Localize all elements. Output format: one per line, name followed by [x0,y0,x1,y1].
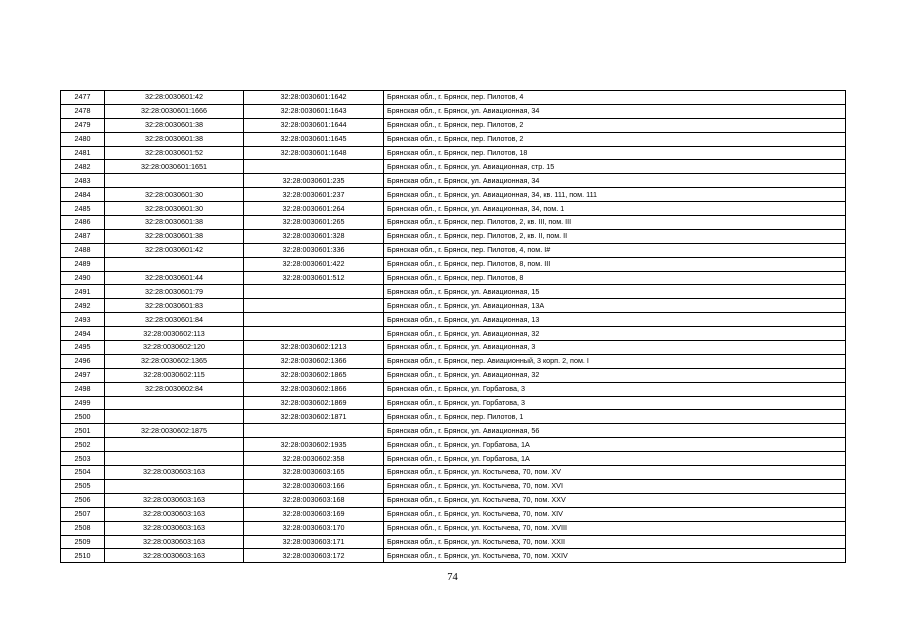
row-number-cell: 2510 [61,549,105,563]
table-row [61,146,846,160]
table-row [61,299,846,313]
land-parcel-cadastral-cell: 32:28:0030602:113 [105,327,244,341]
table-row [61,202,846,216]
object-cadastral-cell [244,327,384,341]
object-cadastral-cell: 32:28:0030602:1366 [244,354,384,368]
row-number-cell: 2508 [61,521,105,535]
object-cadastral-cell: 32:28:0030601:235 [244,174,384,188]
land-parcel-cadastral-cell: 32:28:0030602:84 [105,382,244,396]
address-cell: Брянская обл., г. Брянск, ул. Костычева, 70, пом. XXII [384,535,846,549]
land-parcel-cadastral-cell: 32:28:0030601:52 [105,146,244,160]
address-cell: Брянская обл., г. Брянск, пер. Авиационный, 3 корп. 2, пом. I [384,354,846,368]
land-parcel-cadastral-cell [105,438,244,452]
table-row [61,507,846,521]
land-parcel-cadastral-cell: 32:28:0030601:1651 [105,160,244,174]
object-cadastral-cell: 32:28:0030601:1642 [244,91,384,105]
table-row [61,382,846,396]
land-parcel-cadastral-cell: 32:28:0030601:38 [105,118,244,132]
page-number: 74 [447,572,458,583]
address-cell: Брянская обл., г. Брянск, ул. Авиационная, 13 [384,313,846,327]
object-cadastral-cell [244,160,384,174]
row-number-cell: 2500 [61,410,105,424]
row-number-cell: 2483 [61,174,105,188]
row-number-cell: 2478 [61,104,105,118]
land-parcel-cadastral-cell: 32:28:0030603:163 [105,493,244,507]
address-cell: Брянская обл., г. Брянск, пер. Пилотов, 8 [384,271,846,285]
land-parcel-cadastral-cell: 32:28:0030601:84 [105,313,244,327]
land-parcel-cadastral-cell: 32:28:0030601:38 [105,132,244,146]
address-cell: Брянская обл., г. Брянск, ул. Авиационная, 56 [384,424,846,438]
table-row [61,396,846,410]
table-row [61,410,846,424]
object-cadastral-cell: 32:28:0030603:172 [244,549,384,563]
address-cell: Брянская обл., г. Брянск, ул. Костычева, 70, пом. XIV [384,507,846,521]
row-number-cell: 2491 [61,285,105,299]
object-cadastral-cell: 32:28:0030602:1871 [244,410,384,424]
row-number-cell: 2501 [61,424,105,438]
row-number-cell: 2498 [61,382,105,396]
row-number-cell: 2503 [61,452,105,466]
row-number-cell: 2481 [61,146,105,160]
object-cadastral-cell [244,313,384,327]
address-cell: Брянская обл., г. Брянск, пер. Пилотов, 4, пом. I# [384,243,846,257]
object-cadastral-cell: 32:28:0030603:169 [244,507,384,521]
address-cell: Брянская обл., г. Брянск, пер. Пилотов, 2 [384,118,846,132]
address-cell: Брянская обл., г. Брянск, пер. Пилотов, 4 [384,91,846,105]
object-cadastral-cell: 32:28:0030601:1645 [244,132,384,146]
table-row [61,271,846,285]
table-row [61,452,846,466]
address-cell: Брянская обл., г. Брянск, ул. Авиационная, 34, пом. 1 [384,202,846,216]
address-cell: Брянская обл., г. Брянск, ул. Горбатова, 1А [384,452,846,466]
object-cadastral-cell: 32:28:0030603:168 [244,493,384,507]
land-parcel-cadastral-cell: 32:28:0030602:115 [105,368,244,382]
table-row [61,229,846,243]
land-parcel-cadastral-cell: 32:28:0030603:163 [105,535,244,549]
address-cell: Брянская обл., г. Брянск, ул. Авиационная, 34 [384,104,846,118]
row-number-cell: 2494 [61,327,105,341]
address-cell: Брянская обл., г. Брянск, ул. Костычева, 70, пом. XXIV [384,549,846,563]
object-cadastral-cell: 32:28:0030602:1213 [244,341,384,355]
land-parcel-cadastral-cell: 32:28:0030601:42 [105,91,244,105]
row-number-cell: 2488 [61,243,105,257]
address-cell: Брянская обл., г. Брянск, пер. Пилотов, 18 [384,146,846,160]
row-number-cell: 2496 [61,354,105,368]
object-cadastral-cell: 32:28:0030601:512 [244,271,384,285]
object-cadastral-cell: 32:28:0030601:422 [244,257,384,271]
land-parcel-cadastral-cell: 32:28:0030601:1666 [105,104,244,118]
table-row [61,521,846,535]
row-number-cell: 2504 [61,466,105,480]
object-cadastral-cell: 32:28:0030603:165 [244,466,384,480]
row-number-cell: 2493 [61,313,105,327]
row-number-cell: 2485 [61,202,105,216]
table-row [61,285,846,299]
table-row [61,549,846,563]
address-cell: Брянская обл., г. Брянск, ул. Костычева, 70, пом. XVI [384,479,846,493]
land-parcel-cadastral-cell [105,410,244,424]
address-cell: Брянская обл., г. Брянск, ул. Авиационная, 34, кв. 111, пом. 111 [384,188,846,202]
table-row [61,132,846,146]
table-row [61,368,846,382]
object-cadastral-cell: 32:28:0030603:170 [244,521,384,535]
data-table [60,90,846,563]
land-parcel-cadastral-cell: 32:28:0030602:1365 [105,354,244,368]
table-row [61,354,846,368]
land-parcel-cadastral-cell: 32:28:0030603:163 [105,507,244,521]
object-cadastral-cell: 32:28:0030601:237 [244,188,384,202]
row-number-cell: 2479 [61,118,105,132]
table-row [61,188,846,202]
object-cadastral-cell: 32:28:0030602:358 [244,452,384,466]
row-number-cell: 2487 [61,229,105,243]
object-cadastral-cell: 32:28:0030601:265 [244,216,384,230]
address-cell: Брянская обл., г. Брянск, ул. Горбатова, 3 [384,382,846,396]
land-parcel-cadastral-cell [105,396,244,410]
row-number-cell: 2482 [61,160,105,174]
table-row [61,327,846,341]
address-cell: Брянская обл., г. Брянск, ул. Горбатова, 1А [384,438,846,452]
object-cadastral-cell [244,424,384,438]
table-row [61,104,846,118]
table-row [61,438,846,452]
table-row [61,118,846,132]
object-cadastral-cell [244,299,384,313]
table-row [61,493,846,507]
address-cell: Брянская обл., г. Брянск, пер. Пилотов, 2 [384,132,846,146]
row-number-cell: 2507 [61,507,105,521]
row-number-cell: 2480 [61,132,105,146]
row-number-cell: 2486 [61,216,105,230]
land-parcel-cadastral-cell: 32:28:0030602:1875 [105,424,244,438]
land-parcel-cadastral-cell: 32:28:0030603:163 [105,549,244,563]
address-cell: Брянская обл., г. Брянск, пер. Пилотов, 8, пом. III [384,257,846,271]
land-parcel-cadastral-cell [105,479,244,493]
address-cell: Брянская обл., г. Брянск, ул. Авиационная, 34 [384,174,846,188]
row-number-cell: 2506 [61,493,105,507]
address-cell: Брянская обл., г. Брянск, ул. Авиационная, 32 [384,368,846,382]
land-parcel-cadastral-cell: 32:28:0030603:163 [105,521,244,535]
object-cadastral-cell: 32:28:0030601:264 [244,202,384,216]
land-parcel-cadastral-cell: 32:28:0030601:30 [105,188,244,202]
land-parcel-cadastral-cell: 32:28:0030603:163 [105,466,244,480]
row-number-cell: 2489 [61,257,105,271]
table-row [61,466,846,480]
land-parcel-cadastral-cell: 32:28:0030601:44 [105,271,244,285]
object-cadastral-cell: 32:28:0030602:1869 [244,396,384,410]
table-row [61,479,846,493]
table-row [61,174,846,188]
address-cell: Брянская обл., г. Брянск, ул. Авиационная, 15 [384,285,846,299]
land-parcel-cadastral-cell: 32:28:0030601:38 [105,229,244,243]
object-cadastral-cell: 32:28:0030602:1866 [244,382,384,396]
row-number-cell: 2499 [61,396,105,410]
land-parcel-cadastral-cell: 32:28:0030601:79 [105,285,244,299]
object-cadastral-cell: 32:28:0030601:328 [244,229,384,243]
row-number-cell: 2497 [61,368,105,382]
address-cell: Брянская обл., г. Брянск, ул. Горбатова, 3 [384,396,846,410]
table-row [61,160,846,174]
address-cell: Брянская обл., г. Брянск, ул. Авиационная, 3 [384,341,846,355]
table-row [61,341,846,355]
table-row [61,424,846,438]
address-cell: Брянская обл., г. Брянск, ул. Авиационная, 32 [384,327,846,341]
land-parcel-cadastral-cell: 32:28:0030601:83 [105,299,244,313]
object-cadastral-cell: 32:28:0030601:336 [244,243,384,257]
land-parcel-cadastral-cell: 32:28:0030601:38 [105,216,244,230]
object-cadastral-cell: 32:28:0030601:1644 [244,118,384,132]
address-cell: Брянская обл., г. Брянск, ул. Авиационная, стр. 15 [384,160,846,174]
address-cell: Брянская обл., г. Брянск, пер. Пилотов, 2, кв. II, пом. II [384,229,846,243]
object-cadastral-cell: 32:28:0030602:1935 [244,438,384,452]
land-parcel-cadastral-cell [105,257,244,271]
address-cell: Брянская обл., г. Брянск, пер. Пилотов, 1 [384,410,846,424]
row-number-cell: 2495 [61,341,105,355]
row-number-cell: 2490 [61,271,105,285]
table-row [61,216,846,230]
table-row [61,257,846,271]
row-number-cell: 2502 [61,438,105,452]
row-number-cell: 2477 [61,91,105,105]
land-parcel-cadastral-cell: 32:28:0030601:30 [105,202,244,216]
land-parcel-cadastral-cell: 32:28:0030602:120 [105,341,244,355]
object-cadastral-cell: 32:28:0030601:1643 [244,104,384,118]
object-cadastral-cell: 32:28:0030603:171 [244,535,384,549]
table-body [61,91,846,563]
object-cadastral-cell: 32:28:0030603:166 [244,479,384,493]
table-row [61,313,846,327]
land-parcel-cadastral-cell: 32:28:0030601:42 [105,243,244,257]
address-cell: Брянская обл., г. Брянск, пер. Пилотов, 2, кв. III, пом. III [384,216,846,230]
land-parcel-cadastral-cell [105,452,244,466]
object-cadastral-cell: 32:28:0030601:1648 [244,146,384,160]
object-cadastral-cell [244,285,384,299]
address-cell: Брянская обл., г. Брянск, ул. Костычева, 70, пом. XV [384,466,846,480]
row-number-cell: 2505 [61,479,105,493]
address-cell: Брянская обл., г. Брянск, ул. Авиационная, 13А [384,299,846,313]
row-number-cell: 2492 [61,299,105,313]
row-number-cell: 2484 [61,188,105,202]
table-row [61,535,846,549]
address-cell: Брянская обл., г. Брянск, ул. Костычева, 70, пом. XXV [384,493,846,507]
table-row [61,91,846,105]
land-parcel-cadastral-cell [105,174,244,188]
row-number-cell: 2509 [61,535,105,549]
object-cadastral-cell: 32:28:0030602:1865 [244,368,384,382]
table-row [61,243,846,257]
address-cell: Брянская обл., г. Брянск, ул. Костычева, 70, пом. XVIII [384,521,846,535]
